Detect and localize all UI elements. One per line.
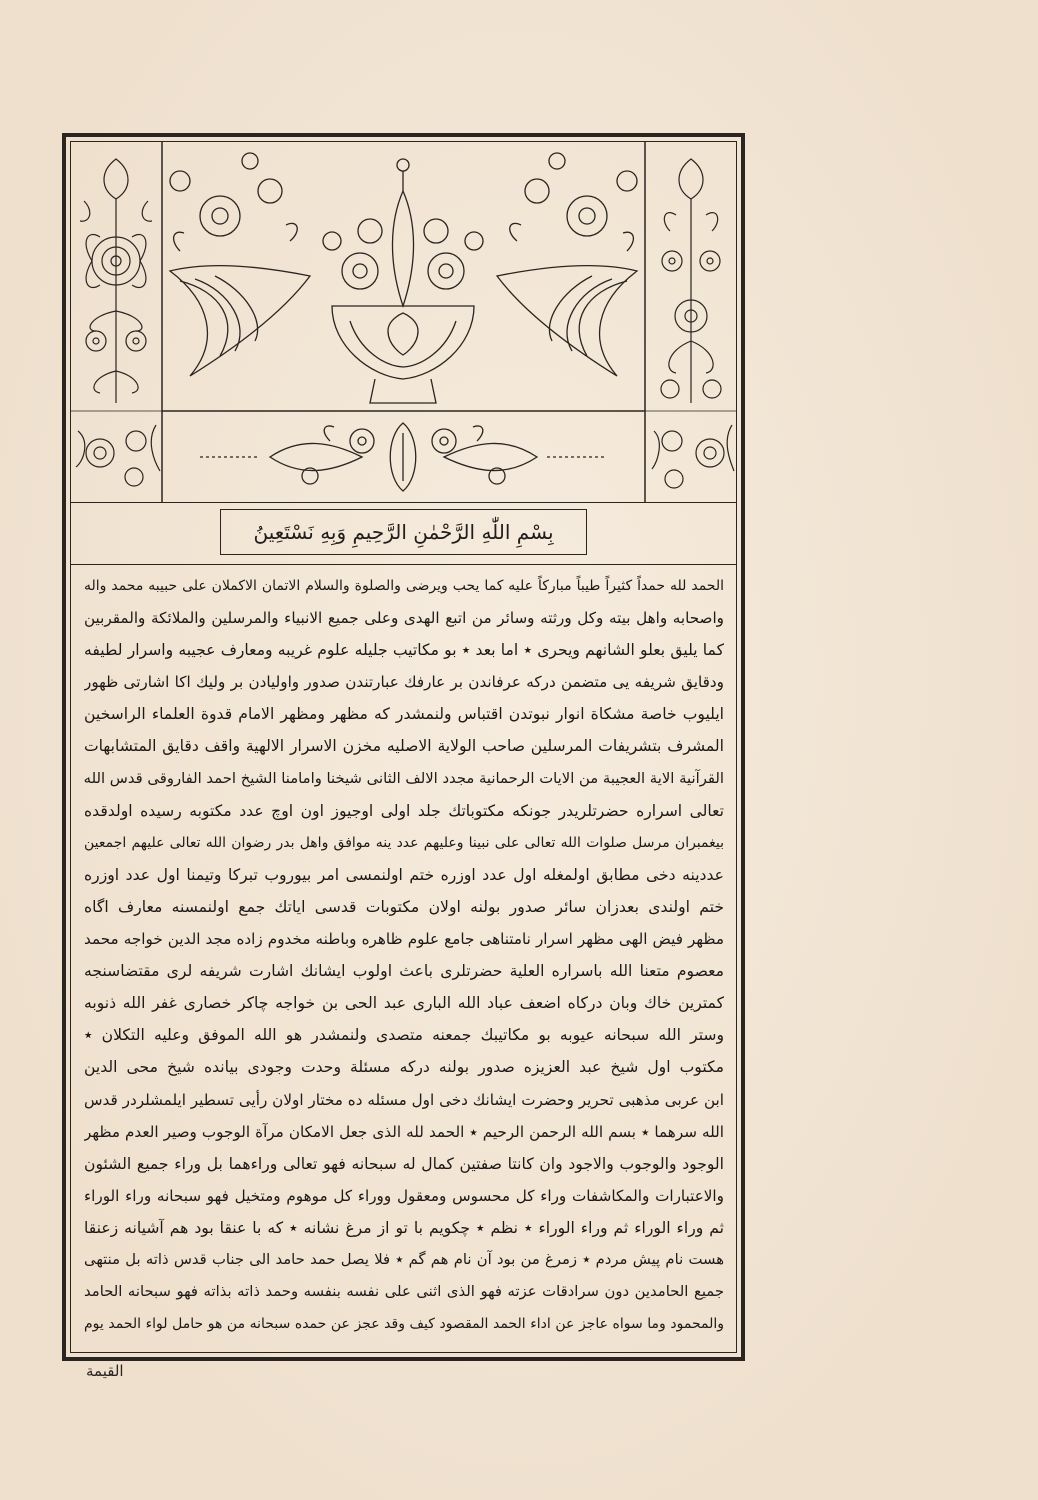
left-column-flowers [80, 159, 152, 403]
text-line: هست نام پيش مردم ٭ زمرغ من بود آن نام هم گم ٭ فلا يصل حمد حامد الى جناب قدس ذاته بل منتهى [84, 1250, 724, 1268]
text-line: بيغمبران مرسل صلوات الله تعالى على نبينا وعليهم عدد ينه موافق واهل بدر رضوان الله تعالى عليهم اجمعين [84, 834, 724, 851]
catchword: القيمة [86, 1362, 124, 1380]
text-line: ختم اولندى بعدزان سائر صدور بولنه اولان مكتوبات قدسى اياتك جمع اولنمسنه معارف اگاه [84, 897, 724, 916]
text-line: ودقايق شريفه يى متضمن دركه عرفاندن بر عارفك عبارتندن صدور واوليادن بر وليك اكا اشارتى ظهور [84, 673, 724, 692]
floral-ornament-drawing [70, 141, 737, 503]
text-line: جميع الحامدين دون سرادقات عزته فهو الذى اثنى على نفسه بنفسه وحمد ذاته بذاته فهو سبحانه الحامد [84, 1283, 724, 1301]
main-text-block [84, 570, 724, 1345]
text-line: والاعتبارات والمكاشفات وراء كل محسوس ومعقول ووراء كل موهوم ومتخيل فهو سبحانه وراء الوراء [84, 1186, 724, 1205]
text-line: الحمد لله حمداً كثيراً طيباً مباركاً عليه كما يحب ويرضى والصلوة والسلام الاتمان الاكملان على حبيبه محمد واله [84, 578, 724, 594]
right-cornucopia [497, 153, 637, 376]
text-line: الوجود والوجوب والاجود وان كانتا صفتين كمال له سبحانه فهو تعالى وراءهما بل وراء جميع الشئون [84, 1154, 724, 1173]
basmala-band [70, 503, 737, 565]
text-line: القرآنية الاية العجيبة من الايات الرحمانية مجدد الالف الثانى شيخنا وامامنا الشيخ احمد الفاروقى قدس الله [84, 769, 724, 787]
text-line: كمترين خاك وبان دركاه اضعف عباد الله البارى عبد الحى بن خواجه چاكر خصارى غفر الله ذنوبه [84, 994, 724, 1013]
text-line: المشرف بتشريفات المرسلين صاحب الولاية الاصليه مخزن الاسرار الالهية واقف دقايق المتشابهات [84, 737, 724, 756]
lower-band-garland [200, 423, 607, 491]
text-line: تعالى اسراره حضرتلريدر جونكه مكتوباتك جلد اولى اوجيوز اون اوچ عدد مكتوبه رسيده اولدقده [84, 801, 724, 820]
text-line: مكتوب اول شيخ عبد العزيزه صدور بولنه دركه مسئلة وحدت وجودى بيانده شيخ محى الدين [84, 1058, 724, 1077]
floral-header-ornament [70, 141, 737, 503]
right-column-flowers [661, 159, 721, 403]
text-line: عددينه دخى مطابق اولمغله اول عدد اوزره ختم اولنمسى امر بيوروب تبركا وتيمنا اول عدد اوزره [84, 865, 724, 884]
left-cornucopia [170, 153, 310, 376]
text-line: واصحابه واهل بيته وكل ورثته وسائر من اتبع الهدى وعلى جميع الانبياء والمرسلين والملائكة والمقربين [84, 609, 724, 628]
text-line: ايليوب خاصة مشكاة انوار نبوتدن اقتباس ولنمشدر كه مظهر ومظهر الامام قدوة العلماء الراسخين [84, 705, 724, 724]
right-column-lower-flowers [652, 425, 734, 488]
text-line: وستر الله سبحانه عيوبه بو مكاتيبك جمعنه متصدى ولنمشدر هو الله الموفق وعليه التكلان ٭ [84, 1026, 724, 1045]
text-line: كما يليق بعلو الشانهم ويحرى ٭ اما بعد ٭ بو مكاتيب جليله علوم غريبه ومعارف عجيبه واسرار لطيفه [84, 641, 724, 660]
central-vase [323, 159, 483, 403]
text-line: والمحمود وما سواه عاجز عن اداء الحمد المقصود كيف وقد عجز عن حمده سبحانه من هو حامل لواء الحمد يوم [84, 1316, 724, 1333]
basmala: بِسْمِ اللّٰهِ الرَّحْمٰنِ الرَّحِيمِ وَبِهِ نَسْتَعِينُ [253, 520, 554, 544]
text-line: ابن عربى مذهبى تحرير وحضرت ايشانك دخى اول مسئله ده مختار اولان رأيى تسطير ايلمشلردر قدس [84, 1090, 724, 1109]
left-column-lower-flowers [76, 425, 160, 486]
text-line: مظهر فيض الهى مظهر اسرار نامتناهى جامع علوم ظاهره وباطنه مخدوم زاده مجد الدين خواجه محمد [84, 930, 724, 949]
basmala-cartouche [220, 509, 587, 555]
text-line: معصوم متعنا الله باسراره العلية حضرتلرى باعث اولوب ايشانك اشارت شريفه لرى مقتضاسنجه [84, 962, 724, 981]
text-line: ثم وراء الوراء ثم وراء الوراء ٭ نظم ٭ چكويم با تو از مرغ نشانه ٭ كه با عنقا بود هم آشيانه زعنقا [84, 1218, 724, 1237]
text-line: الله سرهما ٭ بسم الله الرحمن الرحيم ٭ الحمد لله الذى جعل الامكان مرآة الوجوب وصير العدم مظهر [84, 1122, 724, 1141]
